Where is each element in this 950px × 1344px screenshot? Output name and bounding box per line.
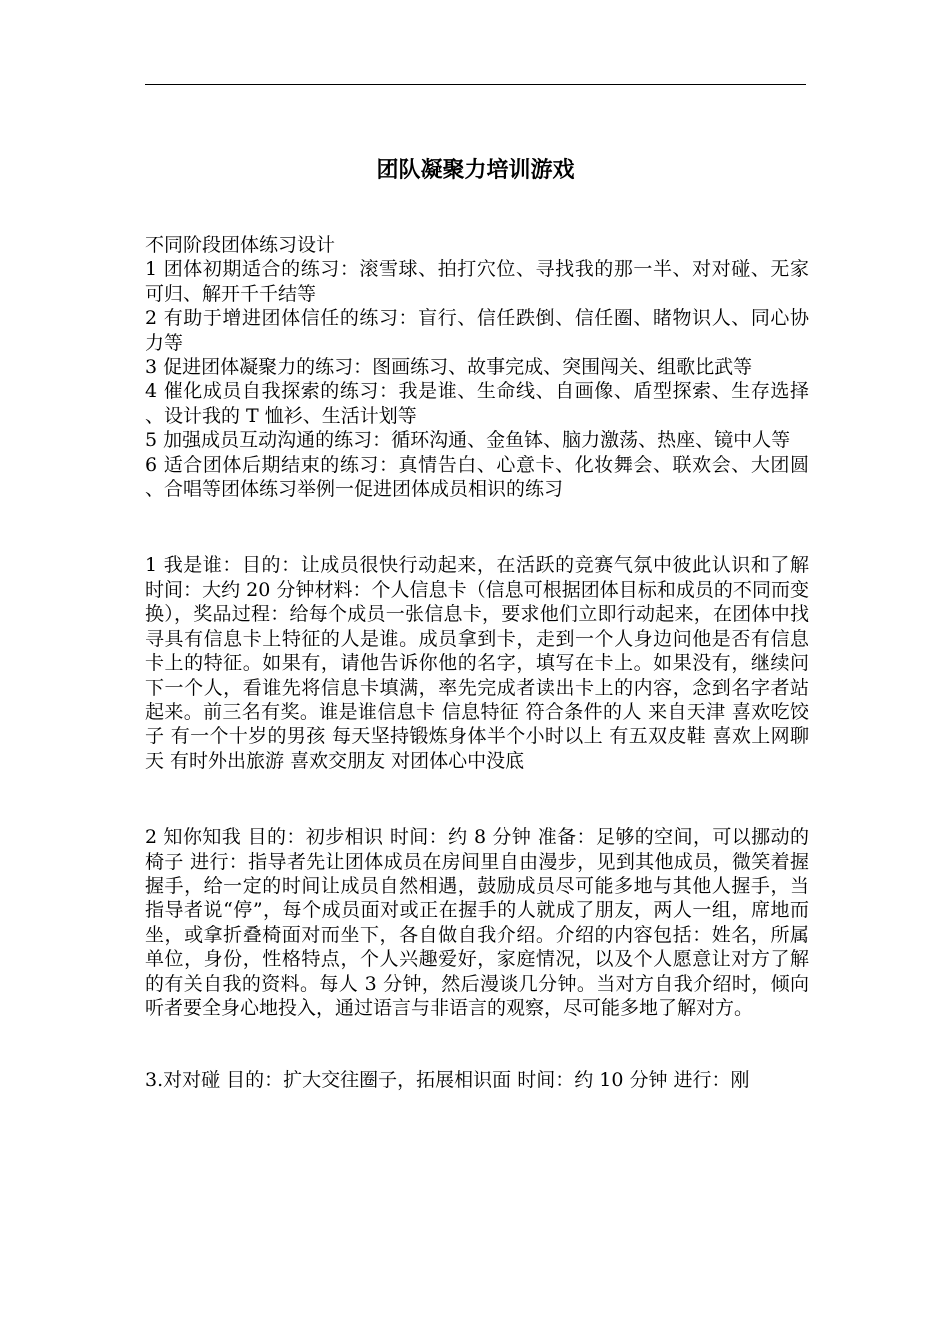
document-body: [145, 233, 809, 1093]
header-rule: [145, 84, 806, 85]
section-who-am-i: 1 我是谁：目的：让成员很快行动起来，在活跃的竞赛气氛中彼此认识和了解时间：大约 20 分钟材料：个人信息卡（信息可根据团体目标和成员的不同而变换），奖品过程：给每个成员一张信息卡，要求他们立即行动起来，在团体中找寻具有信息卡上特征的人是谁。成员拿到卡，走到一个人身边问他是否有信息卡上的特征。如果有，请他告诉你他的名字，填写在卡上。如果没有，继续问下一个人，看谁先将信息卡填满，率先完成者读出卡上的内容，念到名字者站起来。前三名有奖。谁是谁信息卡 信息特征 符合条件的人 来自天津 喜欢吃饺子 有一个十岁的男孩 每天坚持锻炼身体半个小时以上 有五双皮鞋 喜欢上网聊天 有时外出旅游 喜欢交朋友 对团体心中没底: [145, 554, 809, 772]
intro-item: 5 加强成员互动沟通的练习：循环沟通、金鱼钵、脑力激荡、热座、镜中人等: [145, 429, 791, 452]
intro-item: 4 催化成员自我探索的练习：我是谁、生命线、自画像、盾型探索、生存选择、设计我的 T 恤衫、生活计划等: [145, 380, 809, 427]
intro-item: 6 适合团体后期结束的练习：真情告白、心意卡、化妆舞会、联欢会、大团圆、合唱等团体练习举例一促进团体成员相识的练习: [145, 453, 809, 501]
intro-item: 2 有助于增进团体信任的练习：盲行、信任跌倒、信任圈、睹物识人、同心协力等: [145, 307, 809, 354]
paragraph-spacer: [145, 773, 809, 825]
intro-item: 3 促进团体凝聚力的练习：图画练习、故事完成、突围闯关、组歌比武等: [145, 356, 753, 379]
section-pair-match: 3.对对碰 目的：扩大交往圈子，拓展相识面 时间：约 10 分钟 进行：刚: [145, 1069, 750, 1092]
intro-heading: 不同阶段团体练习设计: [145, 234, 336, 256]
document-title: 团队凝聚力培训游戏: [376, 158, 575, 183]
intro-item: 1 团体初期适合的练习：滚雪球、拍打穴位、寻找我的那一半、对对碰、无家可归、解开千千结等: [145, 258, 809, 305]
paragraph-spacer: [145, 501, 809, 553]
paragraph-spacer: [145, 1020, 809, 1068]
section-know-each-other: 2 知你知我 目的：初步相识 时间：约 8 分钟 准备：足够的空间，可以挪动的椅子 进行：指导者先让团体成员在房间里自由漫步，见到其他成员，微笑着握握手，给一定的时间让成员自然相遇，鼓励成员尽可能多地与其他人握手，当指导者说“停”，每个成员面对或正在握手的人就成了朋友，两人一组，席地而坐，或拿折叠椅面对而坐下，各自做自我介绍。介绍的内容包括：姓名，所属单位，身份，性格特点，个人兴趣爱好，家庭情况，以及个人愿意让对方了解的有关自我的资料。每人 3 分钟，然后漫谈几分钟。当对方自我介绍时，倾向听者要全身心地投入，通过语言与非语言的观察，尽可能多地了解对方。: [145, 826, 809, 1019]
